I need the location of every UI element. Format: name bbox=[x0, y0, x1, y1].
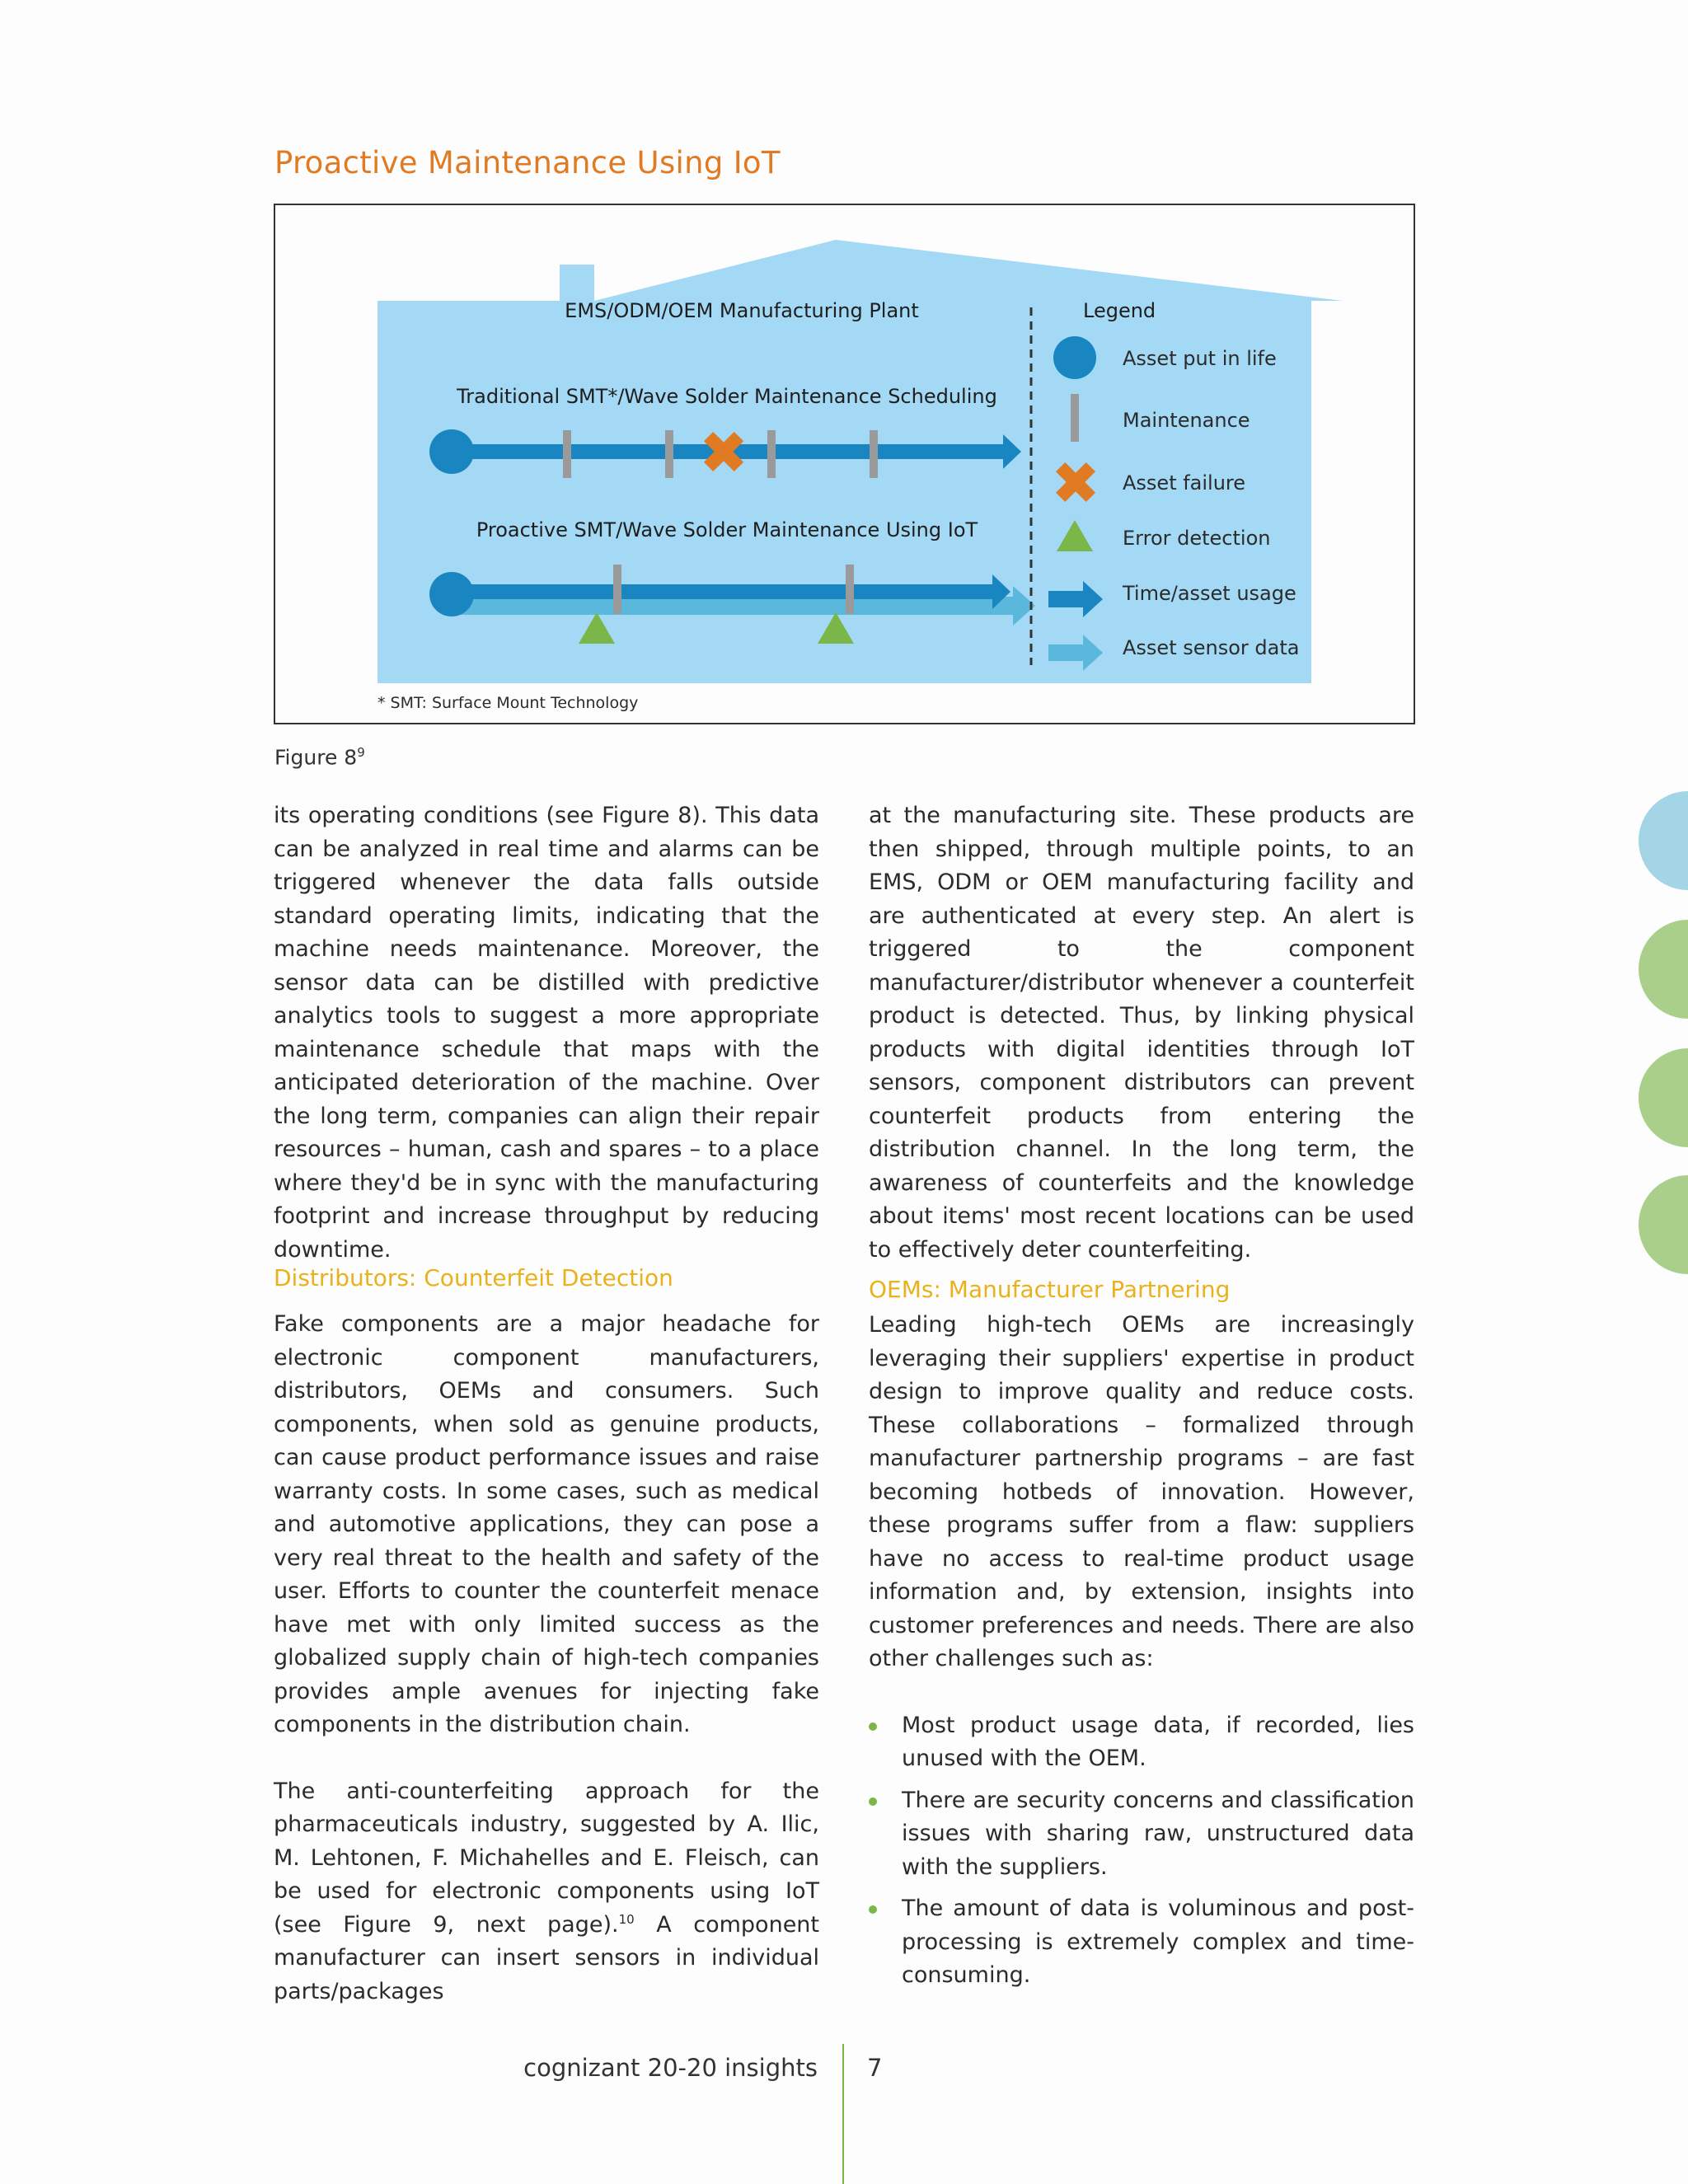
decorative-circle-blue bbox=[1639, 791, 1688, 890]
list-item-text: Most product usage data, if recorded, lies unused with the OEM. bbox=[902, 1712, 1414, 1771]
legend-asset-icon bbox=[1053, 336, 1096, 379]
traditional-maintenance-3 bbox=[767, 430, 776, 478]
left-paragraph-operating-conditions: its operating conditions (see Figure 8). This data can be analyzed in real time and alarms can be triggered whenever the data falls outside standard operating limits, indicating that the machine needs maintenance. Moreover, the sensor data can be distilled with predictive analytics tools to suggest a more appropriate maintenance schedule that maps with the anticipated deterioration of the machine. Over the long term, companies can align their repair resources – human, cash and spares – to a place where they'd be in sync with the manufacturing footprint and increase throughput by reducing downtime. bbox=[274, 803, 819, 1263]
traditional-maintenance-2 bbox=[665, 430, 673, 478]
section-title: Proactive Maintenance Using IoT bbox=[274, 145, 781, 180]
bullet-icon bbox=[869, 1905, 877, 1914]
heading-counterfeit-detection: Distributors: Counterfeit Detection bbox=[274, 1264, 673, 1291]
right-column-top bbox=[869, 799, 1414, 1267]
left-column-heading-block bbox=[274, 1264, 819, 1291]
right-paragraph-oems: Leading high-tech OEMs are increasingly leveraging their suppliers' expertise in product design to improve quality and reduce costs. These collaborations – formalized through manufacturer partnership programs – are fast becoming hotbeds of innovation. However, these programs suffer from a flaw: suppliers have no access to real-time product usage information and, by extension, insights into customer preferences and needs. There are also other challenges such as: bbox=[869, 1312, 1414, 1671]
maintenance-diagram bbox=[275, 205, 1417, 726]
right-column-body bbox=[869, 1309, 1414, 2001]
proactive-maintenance-2 bbox=[846, 565, 854, 614]
left-paragraph-anti-counterfeiting bbox=[274, 1775, 819, 2009]
list-item bbox=[869, 1709, 1414, 1776]
proactive-asset-put-in-life bbox=[429, 572, 474, 616]
anti-counterfeiting-text: The anti-counterfeiting approach for the pharmaceuticals industry, suggested by A. Ilic, M. Lehtonen, F. Michahelles and E. Fleisch, can be used for electronic components using IoT (see Figure 9, next page). bbox=[274, 1778, 819, 1938]
challenges-list bbox=[869, 1709, 1414, 1993]
traditional-label: Traditional SMT*/Wave Solder Maintenance Scheduling bbox=[457, 385, 997, 408]
legend-item-asset-sensor-data: Asset sensor data bbox=[1123, 636, 1300, 659]
figure-caption-text: Figure 8 bbox=[274, 745, 358, 770]
decorative-circle-green-2 bbox=[1639, 1048, 1688, 1147]
legend-item-asset-put-in-life: Asset put in life bbox=[1123, 347, 1277, 370]
legend-item-error-detection: Error detection bbox=[1123, 527, 1271, 550]
proactive-time-arrow-shaft bbox=[450, 584, 994, 599]
list-item-text: There are security concerns and classification issues with sharing raw, unstructured data with the suppliers. bbox=[902, 1787, 1414, 1880]
legend-item-maintenance: Maintenance bbox=[1123, 409, 1250, 432]
figure-caption-footnote-ref: 9 bbox=[357, 745, 365, 760]
plant-title: EMS/ODM/OEM Manufacturing Plant bbox=[565, 299, 919, 322]
right-column-heading-block bbox=[869, 1276, 1414, 1303]
traditional-maintenance-1 bbox=[563, 430, 571, 478]
traditional-asset-put-in-life bbox=[429, 429, 474, 474]
footer-divider bbox=[842, 2044, 844, 2184]
bullet-icon bbox=[869, 1722, 877, 1731]
list-item-text: The amount of data is voluminous and post-processing is extremely complex and time-consuming. bbox=[902, 1896, 1414, 1988]
figure-caption bbox=[274, 745, 365, 769]
footer-brand: cognizant 20-20 insights bbox=[523, 2054, 818, 2082]
left-column-body bbox=[274, 1308, 819, 2008]
decorative-circle-green-3 bbox=[1639, 1175, 1688, 1274]
legend-item-asset-failure: Asset failure bbox=[1123, 471, 1246, 494]
footnote-ref-10: 10 bbox=[618, 1911, 635, 1927]
left-paragraph-fake-components: Fake components are a major headache for electronic component manufacturers, distributors, OEMs and consumers. Such components, when sold as genuine products, can cause product performance issues and raise warranty costs. In some cases, such as medical and automotive applications, they can pose a very real threat to the health and safety of the user. Efforts to counter the counterfeit menace have met with only limited success as the globalized supply chain of high-tech companies provides ample avenues for injecting fake components in the distribution chain. bbox=[274, 1311, 819, 1737]
figure-footnote: * SMT: Surface Mount Technology bbox=[377, 694, 639, 712]
legend-title: Legend bbox=[1083, 299, 1156, 322]
decorative-circle-green-1 bbox=[1639, 920, 1688, 1019]
proactive-sensor-arrow-shaft bbox=[461, 597, 1015, 615]
figure-8 bbox=[274, 204, 1415, 724]
page-number: 7 bbox=[867, 2054, 883, 2082]
anti-counterfeiting-text-cont: A component manufacturer can insert sensors in individual parts/packages bbox=[274, 1911, 820, 2004]
legend-item-time-asset-usage: Time/asset usage bbox=[1123, 582, 1296, 605]
heading-manufacturer-partnering: OEMs: Manufacturer Partnering bbox=[869, 1276, 1231, 1303]
list-item bbox=[869, 1892, 1414, 1993]
proactive-maintenance-1 bbox=[613, 565, 621, 614]
left-column-top bbox=[274, 799, 819, 1267]
legend-maintenance-icon bbox=[1071, 394, 1079, 442]
right-paragraph-manufacturing-site: at the manufacturing site. These products are then shipped, through multiple points, to an EMS, ODM or OEM manufacturing facility and are authenticated at every step. An alert is triggered to the component manufacturer/distributor whenever a counterfeit product is detected. Thus, by linking physical products with digital identities through IoT sensors, component distributors can prevent counterfeit products from entering the distribution channel. In the long term, the awareness of counterfeits and the knowledge about items' most recent locations can be used to effectively deter counterfeiting. bbox=[869, 803, 1414, 1263]
proactive-label: Proactive SMT/Wave Solder Maintenance Using IoT bbox=[476, 518, 978, 541]
traditional-maintenance-4 bbox=[870, 430, 878, 478]
bullet-icon bbox=[869, 1797, 877, 1806]
list-item bbox=[869, 1784, 1414, 1885]
